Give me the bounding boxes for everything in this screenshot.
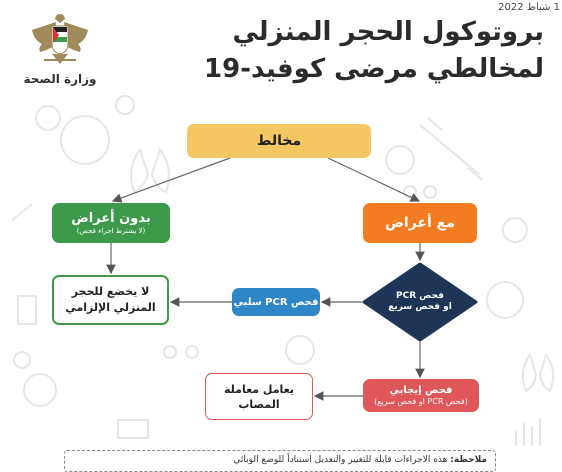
note-label: ملاحظة: xyxy=(450,455,487,465)
positive-label: فحص إيجابي xyxy=(389,384,453,396)
test-line-2: او فحص سريع xyxy=(388,302,452,312)
footer-note xyxy=(64,450,496,472)
not-subject-label: لا يخضع للحجر المنزلي الإلزامي xyxy=(65,285,156,314)
test-line-1: فحص PCR xyxy=(396,291,444,301)
pcr-negative-label: فحص PCR سلبي xyxy=(233,296,319,308)
title-line-2: لمخالطي مرضى كوفيد-19 xyxy=(204,54,544,84)
title-line-1: بروتوكول الحجر المنزلي xyxy=(232,17,544,47)
no-symptoms-label: بدون أعراض xyxy=(71,210,151,226)
arrow-contact-to-no-symptoms xyxy=(113,158,230,201)
positive-box xyxy=(363,379,479,412)
treated-label: يعامل معاملة المصاب xyxy=(223,382,295,411)
contact-label: مخالط xyxy=(256,133,302,149)
no-symptoms-note: (لا يشترط اجراء فحص) xyxy=(76,226,146,235)
with-symptoms-label: مع أعراض xyxy=(385,215,455,231)
not-subject-box xyxy=(52,275,169,325)
ministry-name: وزارة الصحة xyxy=(23,72,97,86)
note-text: هذه الاجراءات قابلة للتغيير والتعديل استناداً للوضع الوبائي xyxy=(233,455,448,465)
arrow-contact-to-symptoms xyxy=(328,158,419,201)
no-symptoms-box xyxy=(52,203,170,243)
positive-note: (فحص PCR او فحص سريع) xyxy=(374,396,468,406)
date-label: 1 شباط 2022 xyxy=(498,2,560,13)
pcr-negative-box xyxy=(232,288,320,316)
treated-box xyxy=(205,373,313,420)
with-symptoms-box xyxy=(363,203,477,243)
test-decision-diamond xyxy=(362,262,478,342)
contact-box xyxy=(187,124,371,158)
